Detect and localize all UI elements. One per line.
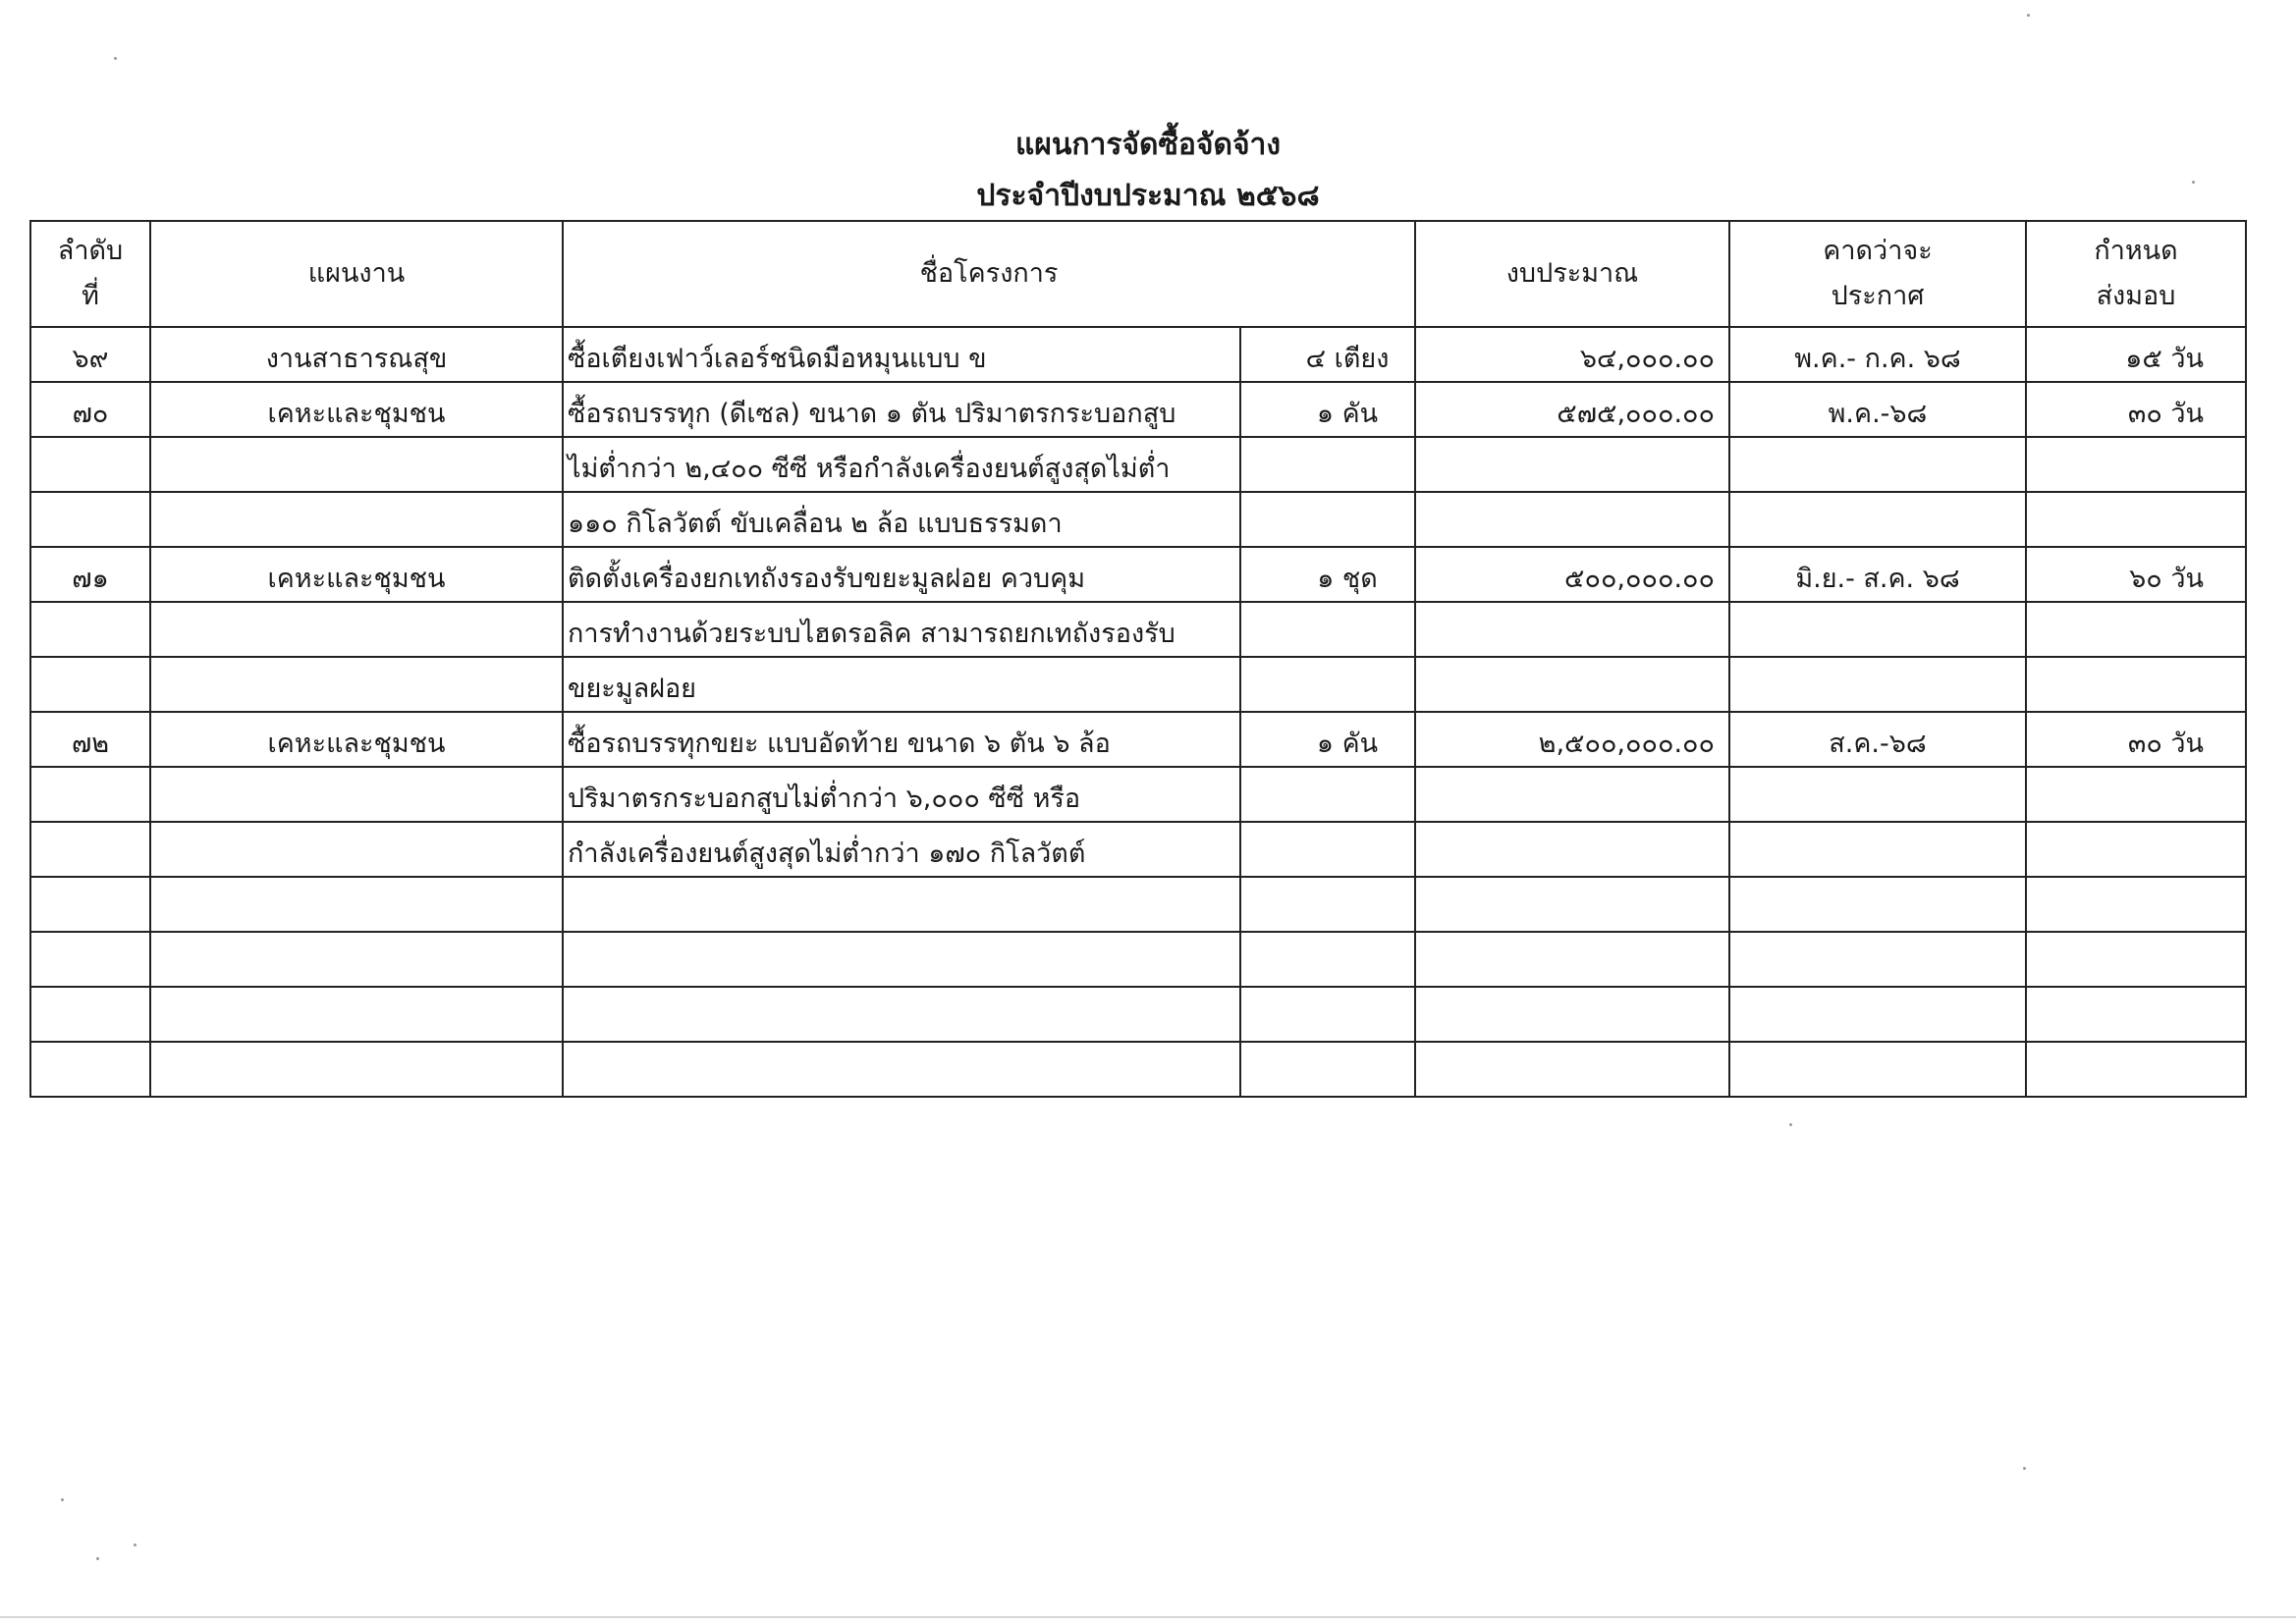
cell-delivery — [2026, 877, 2246, 932]
cell-budget — [1415, 492, 1729, 547]
cell-delivery: ๓๐ วัน — [2026, 712, 2246, 767]
cell-no: ๗๑ — [30, 547, 150, 602]
cell-announce: พ.ค.- ก.ค. ๖๘ — [1729, 327, 2026, 382]
cell-project: ติดตั้งเครื่องยกเทถังรองรับขยะมูลฝอย ควบคุม — [563, 547, 1240, 602]
cell-quantity — [1240, 987, 1415, 1042]
document-title: แผนการจัดซื้อจัดจ้าง — [1014, 128, 1282, 162]
cell-budget — [1415, 602, 1729, 657]
table-row — [30, 932, 2246, 987]
cell-no: ๗๒ — [30, 712, 150, 767]
cell-quantity — [1240, 932, 1415, 987]
cell-no — [30, 932, 150, 987]
table-row — [30, 327, 2246, 382]
cell-plan — [150, 1042, 563, 1097]
cell-delivery: ๑๕ วัน — [2026, 327, 2246, 382]
cell-quantity — [1240, 767, 1415, 822]
cell-no: ๗๐ — [30, 382, 150, 437]
cell-project: ซื้อเตียงเฟาว์เลอร์ชนิดมือหมุนแบบ ข — [563, 327, 1240, 382]
table-row — [30, 1042, 2246, 1097]
table-row — [30, 822, 2246, 877]
table-row — [30, 492, 2246, 547]
table-row — [30, 382, 2246, 437]
cell-project: ขยะมูลฝอย — [563, 657, 1240, 712]
cell-quantity: ๑ คัน — [1240, 712, 1415, 767]
cell-project: ไม่ต่ำกว่า ๒,๔๐๐ ซีซี หรือกำลังเครื่องยนต์สูงสุดไม่ต่ำ — [563, 437, 1240, 492]
cell-budget — [1415, 932, 1729, 987]
cell-budget — [1415, 657, 1729, 712]
table-row — [30, 987, 2246, 1042]
document-subtitle: ประจำปีงบประมาณ ๒๕๖๘ — [976, 179, 1320, 213]
cell-announce — [1729, 822, 2026, 877]
cell-project — [563, 987, 1240, 1042]
cell-delivery: ๓๐ วัน — [2026, 382, 2246, 437]
cell-plan: เคหะและชุมชน — [150, 547, 563, 602]
cell-budget — [1415, 877, 1729, 932]
cell-announce: มิ.ย.- ส.ค. ๖๘ — [1729, 547, 2026, 602]
cell-budget — [1415, 987, 1729, 1042]
cell-project: การทำงานด้วยระบบไฮดรอลิค สามารถยกเทถังรองรับ — [563, 602, 1240, 657]
cell-announce — [1729, 932, 2026, 987]
table-row — [30, 547, 2246, 602]
scan-speck — [61, 1498, 64, 1501]
scan-speck — [2027, 14, 2030, 17]
header-budget: งบประมาณ — [1415, 221, 1729, 327]
scan-speck — [2192, 181, 2195, 184]
cell-no — [30, 657, 150, 712]
scan-speck — [96, 1557, 99, 1560]
cell-announce — [1729, 767, 2026, 822]
cell-quantity — [1240, 437, 1415, 492]
cell-announce — [1729, 987, 2026, 1042]
cell-delivery — [2026, 767, 2246, 822]
cell-project: กำลังเครื่องยนต์สูงสุดไม่ต่ำกว่า ๑๗๐ กิโลวัตต์ — [563, 822, 1240, 877]
scan-bottom-edge — [0, 1616, 2296, 1618]
cell-delivery — [2026, 822, 2246, 877]
cell-announce — [1729, 492, 2026, 547]
cell-delivery — [2026, 602, 2246, 657]
cell-no — [30, 767, 150, 822]
cell-plan: เคหะและชุมชน — [150, 382, 563, 437]
cell-budget — [1415, 822, 1729, 877]
table-row — [30, 602, 2246, 657]
table-row — [30, 767, 2246, 822]
cell-project: ซื้อรถบรรทุกขยะ แบบอัดท้าย ขนาด ๖ ตัน ๖ ล้อ — [563, 712, 1240, 767]
cell-plan — [150, 437, 563, 492]
cell-announce: พ.ค.-๖๘ — [1729, 382, 2026, 437]
cell-no — [30, 602, 150, 657]
cell-budget — [1415, 1042, 1729, 1097]
header-announce-line-2: ประกาศ — [1831, 281, 1925, 311]
cell-announce — [1729, 602, 2026, 657]
header-delivery — [2026, 221, 2246, 327]
procurement-plan-table — [29, 220, 2247, 1098]
cell-no: ๖๙ — [30, 327, 150, 382]
cell-delivery — [2026, 437, 2246, 492]
cell-budget: ๕๗๕,๐๐๐.๐๐ — [1415, 382, 1729, 437]
cell-delivery — [2026, 987, 2246, 1042]
cell-quantity — [1240, 657, 1415, 712]
cell-quantity: ๑ ชุด — [1240, 547, 1415, 602]
cell-budget: ๕๐๐,๐๐๐.๐๐ — [1415, 547, 1729, 602]
cell-budget: ๖๔,๐๐๐.๐๐ — [1415, 327, 1729, 382]
scan-speck — [134, 1543, 137, 1546]
cell-plan — [150, 492, 563, 547]
cell-plan: งานสาธารณสุข — [150, 327, 563, 382]
cell-delivery — [2026, 492, 2246, 547]
cell-quantity — [1240, 1042, 1415, 1097]
cell-delivery — [2026, 932, 2246, 987]
cell-plan — [150, 602, 563, 657]
cell-project — [563, 932, 1240, 987]
cell-announce — [1729, 657, 2026, 712]
scan-speck — [1789, 1123, 1792, 1126]
cell-announce — [1729, 877, 2026, 932]
table-row — [30, 712, 2246, 767]
table-row — [30, 877, 2246, 932]
header-plan: แผนงาน — [150, 221, 563, 327]
cell-no — [30, 437, 150, 492]
cell-plan — [150, 987, 563, 1042]
cell-plan — [150, 877, 563, 932]
cell-budget: ๒,๕๐๐,๐๐๐.๐๐ — [1415, 712, 1729, 767]
header-announce — [1729, 221, 2026, 327]
header-delivery-line-1: กำหนด — [2094, 236, 2178, 266]
cell-quantity — [1240, 877, 1415, 932]
header-delivery-line-2: ส่งมอบ — [2096, 281, 2176, 311]
cell-budget — [1415, 437, 1729, 492]
cell-no — [30, 1042, 150, 1097]
cell-delivery — [2026, 657, 2246, 712]
cell-project — [563, 877, 1240, 932]
cell-no — [30, 877, 150, 932]
table-row — [30, 657, 2246, 712]
cell-project: ๑๑๐ กิโลวัตต์ ขับเคลื่อน ๒ ล้อ แบบธรรมดา — [563, 492, 1240, 547]
cell-no — [30, 822, 150, 877]
header-announce-line-1: คาดว่าจะ — [1823, 236, 1933, 266]
cell-quantity — [1240, 822, 1415, 877]
cell-project: ปริมาตรกระบอกสูบไม่ต่ำกว่า ๖,๐๐๐ ซีซี หรือ — [563, 767, 1240, 822]
scan-speck — [2023, 1467, 2026, 1470]
cell-quantity: ๔ เตียง — [1240, 327, 1415, 382]
cell-announce — [1729, 1042, 2026, 1097]
cell-quantity — [1240, 602, 1415, 657]
header-project: ชื่อโครงการ — [563, 221, 1415, 327]
cell-announce: ส.ค.-๖๘ — [1729, 712, 2026, 767]
cell-no — [30, 987, 150, 1042]
cell-announce — [1729, 437, 2026, 492]
cell-delivery — [2026, 1042, 2246, 1097]
cell-plan — [150, 822, 563, 877]
scan-speck — [114, 57, 117, 60]
cell-no — [30, 492, 150, 547]
cell-quantity — [1240, 492, 1415, 547]
cell-delivery: ๖๐ วัน — [2026, 547, 2246, 602]
header-no-line-1: ลำดับ — [57, 236, 124, 266]
cell-project: ซื้อรถบรรทุก (ดีเซล) ขนาด ๑ ตัน ปริมาตรกระบอกสูบ — [563, 382, 1240, 437]
cell-project — [563, 1042, 1240, 1097]
cell-quantity: ๑ คัน — [1240, 382, 1415, 437]
cell-plan — [150, 767, 563, 822]
cell-plan — [150, 932, 563, 987]
table-header-row — [30, 221, 2246, 327]
cell-plan: เคหะและชุมชน — [150, 712, 563, 767]
cell-budget — [1415, 767, 1729, 822]
cell-plan — [150, 657, 563, 712]
table-row — [30, 437, 2246, 492]
header-no-line-2: ที่ — [82, 281, 99, 311]
header-no — [30, 221, 150, 327]
